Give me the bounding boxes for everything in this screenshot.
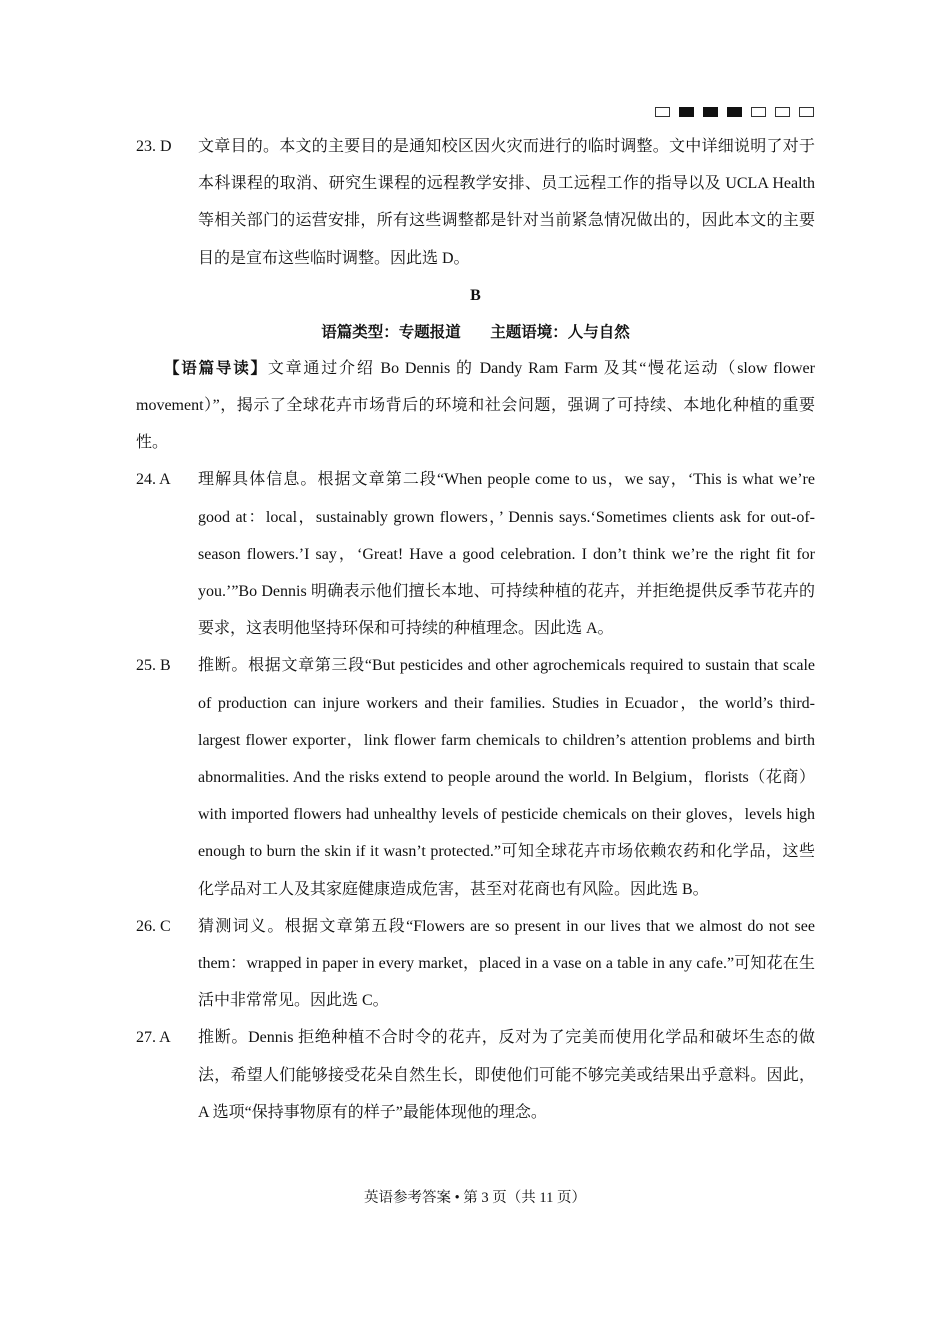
empty-square-mark: [655, 107, 670, 117]
answer-explanation: 猜测词义。根据文章第五段“Flowers are so present in our lives that we almost do not see them：wrapped in paper in every market，placed in a vase on a table in any cafe.”可知花在生活中非常常见。因此选 C。: [198, 917, 815, 1010]
answer-item-27: [136, 1019, 815, 1131]
answer-item-26: [136, 908, 815, 1020]
answer-item-23: [136, 128, 815, 277]
passage-guide: [136, 350, 815, 462]
answer-number: 25. B: [136, 657, 171, 675]
page-footer: 英语参考答案 • 第 3 页（共 11 页）: [363, 1190, 587, 1206]
empty-square-mark: [751, 107, 766, 117]
answer-number: 24. A: [136, 471, 171, 489]
answer-number: 23. D: [136, 138, 172, 155]
filled-square-mark: [727, 107, 742, 117]
answer-number: 27. A: [136, 1029, 171, 1047]
empty-square-mark: [775, 107, 790, 117]
passage-theme: 主题语境：人与自然: [490, 322, 630, 341]
page-progress-marks: [655, 107, 814, 117]
answer-item-24: [136, 461, 815, 647]
filled-square-mark: [703, 107, 718, 117]
answer-explanation: 推断。根据文章第三段“But pesticides and other agrochemicals required to sustain that scale of production can injure workers and their families. Studies in Ecuador，the world’s third-largest flower exporter，link flower farm chemicals to children’s attention problems and birth abnormalities. And the risks extend to people around the world. In Belgium，florists（花商）with imported flowers had unhealthy levels of pesticide chemicals on their gloves，levels high enough to burn the skin if it wasn’t protected.”可知全球花卉市场依赖农药和化学品，这些化学品对工人及其家庭健康造成危害，甚至对花商也有风险。因此选 B。: [198, 657, 816, 898]
guide-tag: 【语篇导读】: [164, 358, 268, 377]
answer-explanation: 理解具体信息。根据文章第二段“When people come to us，we say，‘This is what we’re good at：local，sustainably grown flowers，’ Dennis says.‘Sometimes clients ask for out-of-season flowers.’I say，‘Great! Have a good celebration. I don’t think we’re the right fit for you.’”Bo Dennis 明确表示他们擅长本地、可持续种植的花卉，并拒绝提供反季节花卉的要求，这表明他坚持环保和可持续的种植理念。因此选 A。: [198, 471, 815, 638]
passage-type: 语篇类型：专题报道: [321, 322, 461, 341]
answer-number: 26. C: [136, 917, 171, 935]
section-heading: B: [470, 286, 481, 304]
guide-text: 文章通过介绍 Bo Dennis 的 Dandy Ram Farm 及其“慢花运动（slow flower movement）”，揭示了全球花卉市场背后的环境和社会问题，强调了可持续、本地化种植的重要性。: [136, 359, 815, 452]
section-subheading: [136, 314, 815, 350]
empty-square-mark: [799, 107, 814, 117]
answer-explanation: 文章目的。本文的主要目的是通知校区因火灾而进行的临时调整。文中详细说明了对于本科课程的取消、研究生课程的远程教学安排、员工远程工作的指导以及 UCLA Health 等相关部门的运营安排，所有这些调整都是针对当前紧急情况做出的，因此本文的主要目的是宣布这些临时调整。因此选 D。: [198, 138, 815, 267]
answer-item-25: [136, 647, 815, 907]
filled-square-mark: [679, 107, 694, 117]
answer-content: [136, 128, 815, 1131]
answer-explanation: 推断。Dennis 拒绝种植不合时令的花卉，反对为了完美而使用化学品和破坏生态的做法，希望人们能够接受花朵自然生长，即使他们可能不够完美或结果出乎意料。因此，A 选项“保持事物原有的样子”最能体现他的理念。: [198, 1029, 815, 1121]
